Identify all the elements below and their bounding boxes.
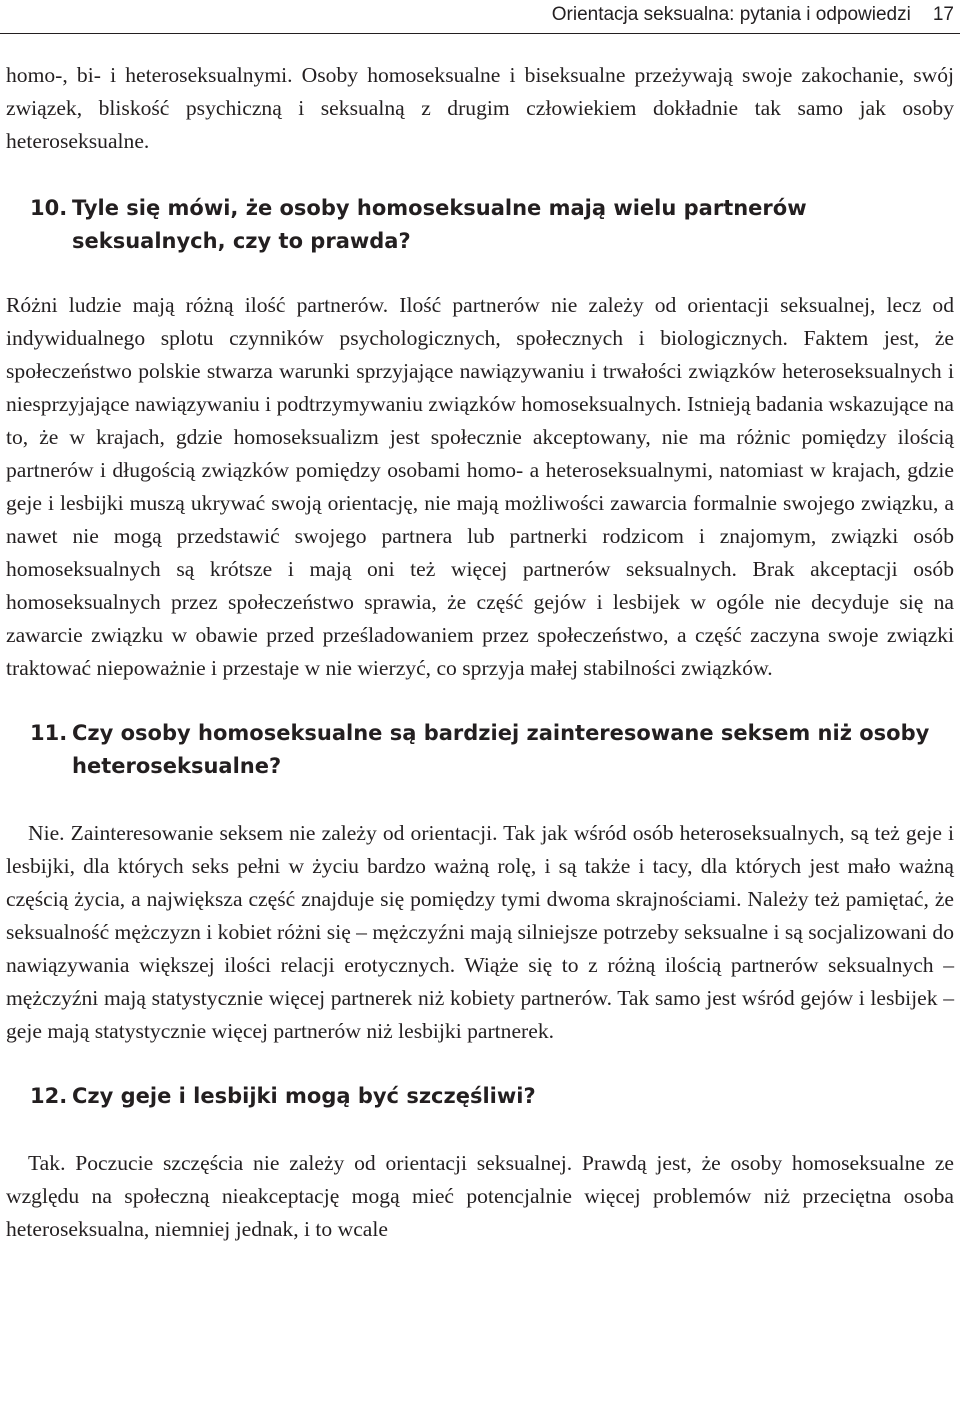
header-rule: [0, 33, 960, 34]
running-head-title: Orientacja seksualna: pytania i odpowiedzi: [551, 4, 911, 25]
question-text: Tyle się mówi, że osoby homoseksualne mają wielu partnerów seksualnych, czy to prawda?: [72, 196, 807, 253]
question-text: Czy geje i lesbijki mogą być szczęśliwi?: [72, 1084, 536, 1108]
running-head: [0, 2, 954, 28]
question-number: 11.: [30, 721, 68, 745]
answer-12-paragraph: Tak. Poczucie szczęścia nie zależy od orientacji seksualnej. Prawdą jest, że osoby homoseksualne ze względu na społeczną nieakceptację mogą mieć potencjalnie więcej problemów niż przeciętna osoba heteroseksualna, niemniej jednak, i to wcale: [6, 1151, 954, 1241]
page-body: [6, 59, 954, 1246]
question-10-heading: [6, 192, 954, 258]
intro-paragraph: homo-, bi- i heteroseksualnymi. Osoby homoseksualne i biseksualne przeżywają swoje zakochanie, swój związek, bliskość psychiczną i seksualną z drugim człowiekiem dokładnie tak samo jak osoby heteroseksualne.: [6, 63, 954, 153]
question-text: Czy osoby homoseksualne są bardziej zainteresowane seksem niż osoby heteroseksualne?: [72, 721, 930, 778]
question-12-heading: [6, 1080, 954, 1113]
answer-10-paragraph: Różni ludzie mają różną ilość partnerów. Ilość partnerów nie zależy od orientacji seksualnej, lecz od indywidualnego splotu czynników psychologicznych, społecznych i biologicznych. Faktem jest, że społeczeństwo polskie stwarza warunki sprzyjające nawiązywaniu i trwałości związków heteroseksualnych i niesprzyjające nawiązywaniu i podtrzymywaniu związków homoseksualnych. Istnieją badania wskazujące na to, że w krajach, gdzie homoseksualizm jest społecznie akceptowany, nie ma różnic pomiędzy ilością partnerów i długością związków pomiędzy osobami homo- a heteroseksualnymi, natomiast w krajach, gdzie geje i lesbijki muszą ukrywać swoją orientację, nie mają możliwości zawarcia formalnie swojego związku, a nawet nie mogą przedstawić swojego partnera lub partnerki rodzicom i znajomym, związki osób homoseksualnych są krótsze i mają oni też więcej partnerów seksualnych. Brak akceptacji osób homoseksualnych przez społeczeństwo sprawia, że część gejów i lesbijek w ogóle nie decyduje się na zawarcie związku w obawie przed prześladowaniem przez społeczeństwo, a część zaczyna swoje związki traktować niepoważnie i przestaje w nie wierzyć, co sprzyja małej stabilności związków.: [6, 293, 954, 680]
question-number: 10.: [30, 196, 68, 220]
page-number: 17: [932, 4, 954, 25]
answer-11-paragraph: Nie. Zainteresowanie seksem nie zależy od orientacji. Tak jak wśród osób heteroseksualnych, są też geje i lesbijki, dla których seks pełni w życiu bardzo ważną rolę, i są także i tacy, dla których jest mało ważną częścią życia, a największa część znajduje się pomiędzy tymi dwoma skrajnościami. Należy też pamiętać, że seksualność mężczyzn i kobiet różni się – mężczyźni mają silniejsze potrzeby seksualne i są socjalizowani do nawiązywania większej ilości relacji erotycznych. Wiąże się to z różną ilością partnerów seksualnych – mężczyźni mają statystycznie więcej partnerek niż kobiety partnerów. Tak samo jest wśród gejów i lesbijek – geje mają statystycznie więcej partnerów niż lesbijki partnerek.: [6, 821, 954, 1043]
question-number: 12.: [30, 1084, 68, 1108]
question-11-heading: [6, 717, 954, 783]
